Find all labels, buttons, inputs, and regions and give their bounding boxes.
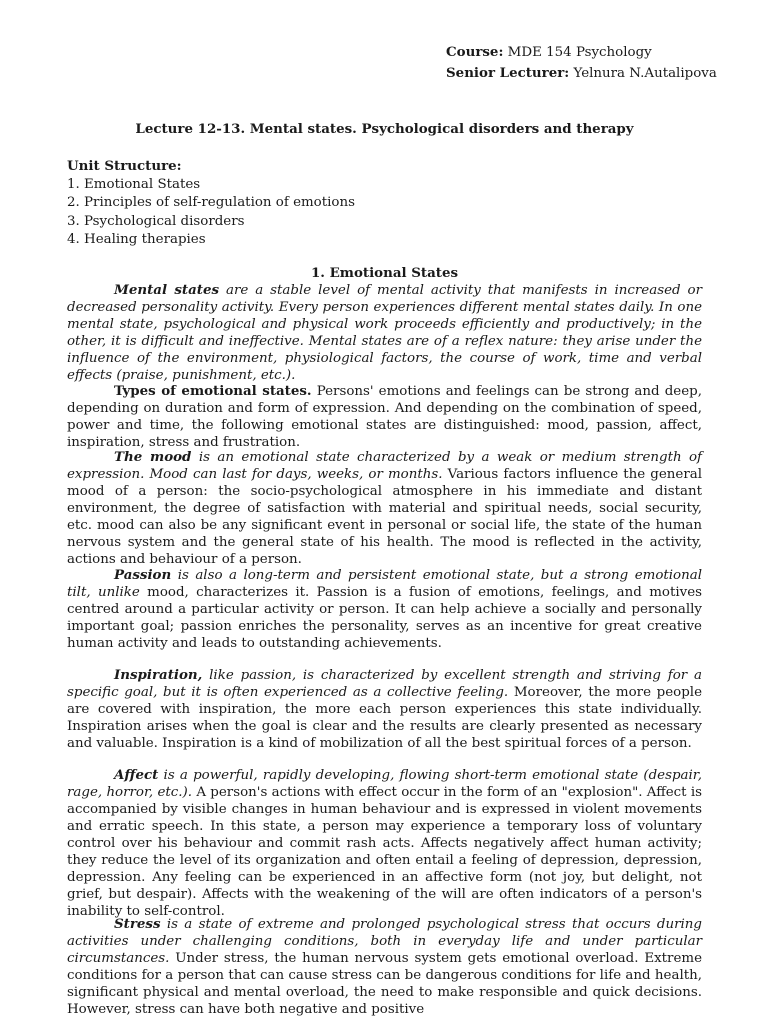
paragraph-inspiration: Inspiration, like passion, is characterized by excellent strength and striving for a specific goal, but it is often experienced as a collective feeling. Moreover, the more people are covered with inspiration, the more each person experiences this state individually. Inspiration arises when the goal is clear and the results are clearly presented as necessary and valuable. Inspiration is a kind of mobilization of all the best spiritual forces of a person. bbox=[67, 667, 702, 751]
course-header bbox=[446, 42, 717, 84]
paragraph-affect: Affect is a powerful, rapidly developing, flowing short-term emotional state (despair, rage, horror, etc.). A person's actions with effect occur in the form of an "explosion". Affect is accompanied by visible changes in human behaviour and is expressed in violent movements and erratic speech. In this state, a person may experience a temporary loss of voluntary control over his behaviour and commit rash acts. Affects negatively affect human activity; they reduce the level of its organization and often entail a feeling of depression, depression, depression. Any feeling can be experienced in an affective form (not joy, but delight, not grief, but despair). Affects with the weakening of the will are often indicators of a person's inability to self-control. bbox=[67, 767, 702, 919]
unit-structure-label: Unit Structure: bbox=[67, 158, 182, 174]
paragraph-stress: Stress is a state of extreme and prolonged psychological stress that occurs during activities under challenging conditions, both in everyday life and under particular circumstances. Under stress, the human nervous system gets emotional overload. Extreme conditions for a person that can cause stress can be dangerous conditions for life and health, significant physical and mental overload, the need to make responsible and quick decisions. However, stress can have both negative and positive bbox=[67, 916, 702, 1017]
paragraph-passion: Passion is also a long-term and persistent emotional state, but a strong emotional tilt, unlike mood, characterizes it. Passion is a fusion of emotions, feelings, and motives centred around a particular activity or person. It can help achieve a socially and personally important goal; passion enriches the personality, serves as an incentive for great creative human activity and leads to outstanding achievements. bbox=[67, 567, 702, 651]
unit-item: 1. Emotional States bbox=[67, 176, 201, 192]
unit-item: 2. Principles of self-regulation of emotions bbox=[67, 195, 355, 211]
lecturer-line: Senior Lecturer: Yelnura N.Autalipova bbox=[446, 65, 717, 81]
paragraph-mood: The mood is an emotional state characterized by a weak or medium strength of expression. Mood can last for days, weeks, or months. Various factors influence the general mood of a person: the socio-psychological atmosphere in his immediate and distant environment, the degree of satisfaction with material and spiritual needs, social security, etc. mood can also be any significant event in personal or social life, the state of the human nervous system and the general state of his health. The mood is reflected in the activity, actions and behaviour of a person. bbox=[67, 449, 702, 567]
section-heading: 1. Emotional States bbox=[310, 265, 459, 281]
paragraph-mental-states: Mental states are a stable level of mental activity that manifests in increased or decreased personality activity. Every person experiences different mental states daily. In one mental state, psychological and physical work proceeds efficiently and productively; in the other, it is difficult and ineffective. Mental states are of a reflex nature: they arise under the influence of the environment, physiological factors, the course of work, time and verbal effects (praise, punishment, etc.). bbox=[67, 282, 702, 383]
lecture-title: Lecture 12-13. Mental states. Psychological disorders and therapy bbox=[135, 121, 634, 137]
unit-item: 3. Psychological disorders bbox=[67, 213, 245, 229]
paragraph-types: Types of emotional states. Persons' emotions and feelings can be strong and deep, depending on duration and form of expression. And depending on the combination of speed, power and time, the following emotional states are distinguished: mood, passion, affect, inspiration, stress and frustration. bbox=[67, 383, 702, 450]
unit-structure bbox=[67, 157, 355, 250]
unit-item: 4. Healing therapies bbox=[67, 232, 206, 248]
course-line: Course: MDE 154 Psychology bbox=[446, 44, 652, 60]
